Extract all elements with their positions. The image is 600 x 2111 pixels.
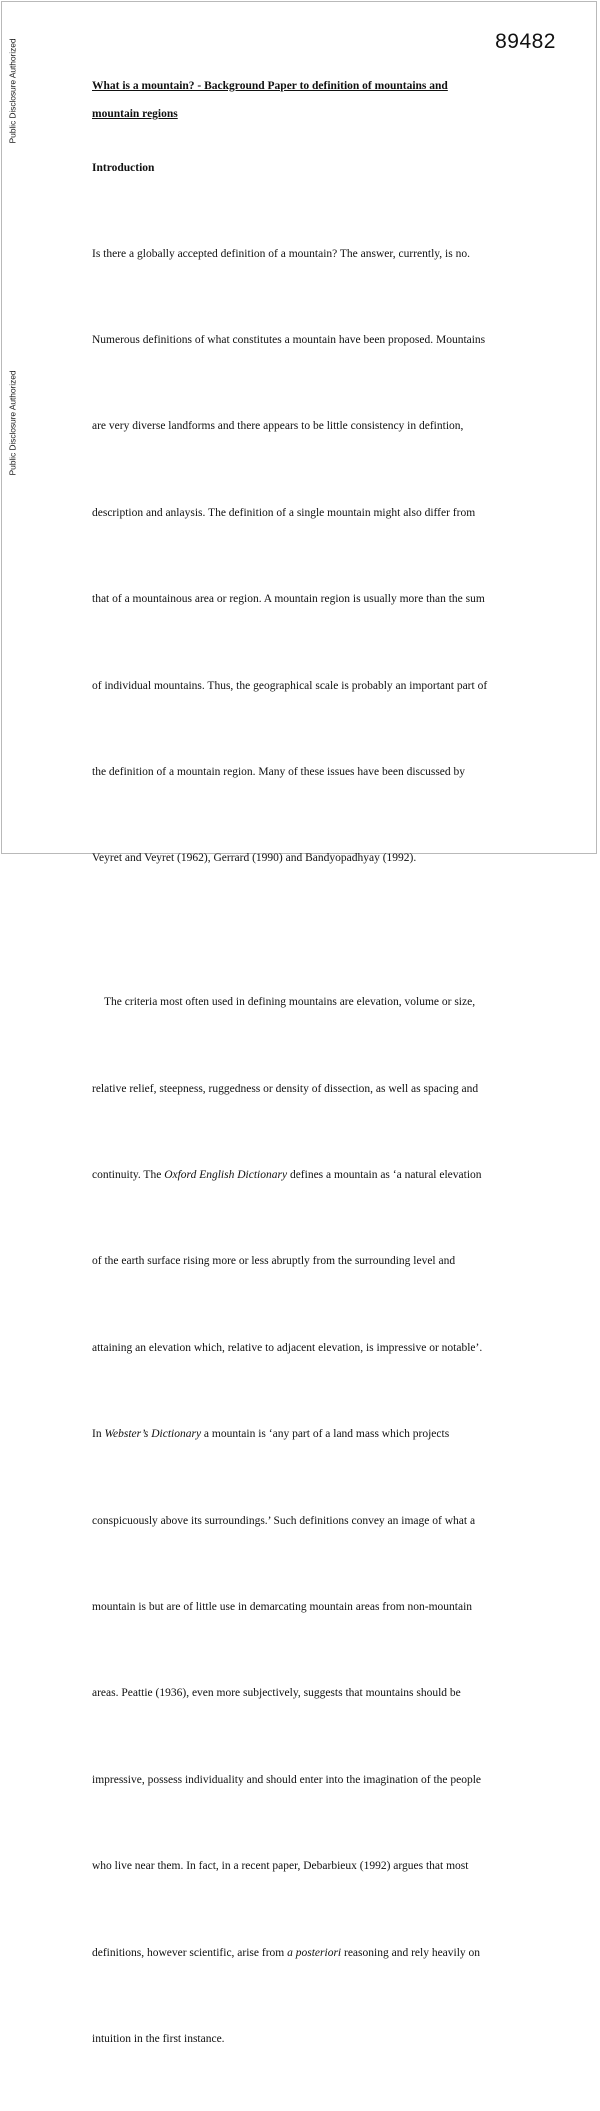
p2-line: mountain is but are of little use in demarcating mountain areas from non-mountain bbox=[92, 1601, 473, 1614]
report-number: 89482 bbox=[495, 30, 556, 53]
p2-line: conspicuously above its surroundings.’ Such definitions convey an image of what a bbox=[92, 1514, 476, 1527]
p2-line: intuition in the first instance. bbox=[92, 2033, 225, 2045]
p2-line bbox=[92, 1161, 522, 1190]
disclosure-stamp-top-text: Public Disclosure Authorized bbox=[7, 38, 18, 144]
p1-line: Numerous definitions of what constitutes a mountain have been proposed. Mountains bbox=[92, 333, 486, 346]
disclosure-stamp-middle bbox=[4, 348, 20, 498]
p1-line: description and anlaysis. The definition of a single mountain might also differ from bbox=[92, 506, 476, 519]
disclosure-stamp-middle-text: Public Disclosure Authorized bbox=[7, 370, 18, 476]
p2-text: defines a mountain as ‘a natural elevation bbox=[287, 1169, 482, 1182]
p2-line: relative relief, steepness, ruggedness or density of dissection, as well as spacing and bbox=[92, 1082, 479, 1095]
document-body bbox=[92, 72, 522, 2111]
p2-line: areas. Peattie (1936), even more subjectively, suggests that mountains should be bbox=[92, 1687, 461, 1700]
p1-line: that of a mountainous area or region. A mountain region is usually more than the sum bbox=[92, 593, 485, 606]
p2-text: reasoning and rely heavily on bbox=[341, 1946, 481, 1959]
p2-line: impressive, possess individuality and should enter into the imagination of the people bbox=[92, 1773, 482, 1786]
paragraph-2 bbox=[92, 931, 522, 2111]
p2-line: attaining an elevation which, relative to adjacent elevation, is impressive or notable’. bbox=[92, 1341, 483, 1354]
title-line-2: mountain regions bbox=[92, 108, 178, 120]
p2-italic-title: Webster’s Dictionary bbox=[104, 1428, 202, 1441]
p2-line: of the earth surface rising more or less abruptly from the surrounding level and bbox=[92, 1255, 456, 1268]
p1-line: of individual mountains. Thus, the geographical scale is probably an important part of bbox=[92, 679, 488, 692]
p2-text: definitions, however scientific, arise from bbox=[92, 1946, 288, 1959]
p1-line: Veyret and Veyret (1962), Gerrard (1990) and Bandyopadhyay (1992). bbox=[92, 852, 417, 865]
document-title bbox=[92, 72, 522, 128]
paragraph-1 bbox=[92, 182, 522, 931]
p2-line bbox=[92, 1420, 522, 1449]
p1-line: are very diverse landforms and there appears to be little consistency in defintion, bbox=[92, 420, 464, 433]
p2-line: The criteria most often used in defining mountains are elevation, volume or size, bbox=[104, 996, 476, 1009]
p2-line bbox=[92, 1939, 522, 1968]
section-heading-introduction: Introduction bbox=[92, 162, 155, 174]
p2-text: a mountain is ‘any part of a land mass which projects bbox=[201, 1428, 450, 1441]
p2-italic-phrase: a posteriori bbox=[287, 1946, 342, 1959]
p2-text: continuity. The bbox=[92, 1169, 165, 1182]
p1-line: Is there a globally accepted definition of a mountain? The answer, currently, is no. bbox=[92, 247, 470, 260]
p2-text: In bbox=[92, 1428, 105, 1441]
p2-italic-title: Oxford English Dictionary bbox=[164, 1169, 288, 1182]
p1-line: the definition of a mountain region. Many of these issues have been discussed by bbox=[92, 765, 466, 778]
title-line-1: What is a mountain? - Background Paper to definition of mountains and bbox=[92, 80, 448, 92]
p2-line: who live near them. In fact, in a recent paper, Debarbieux (1992) argues that most bbox=[92, 1860, 469, 1873]
disclosure-stamp-top bbox=[4, 16, 20, 166]
